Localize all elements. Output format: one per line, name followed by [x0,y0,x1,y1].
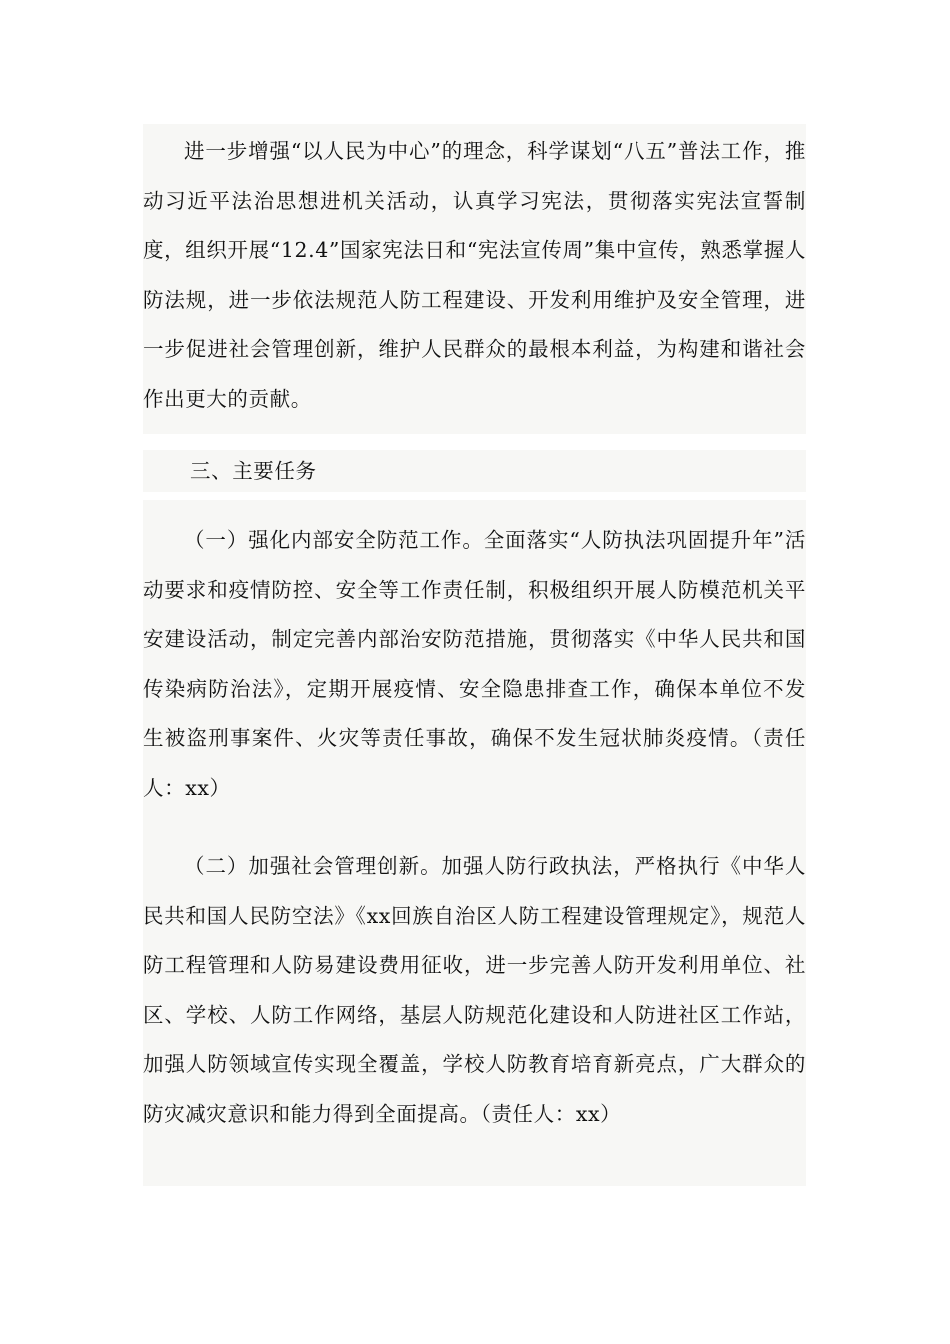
paragraph-principles: 进一步增强“以人民为中心”的理念，科学谋划“八五”普法工作，推动习近平法治思想进机关活动，认真学习宪法，贯彻落实宪法宣誓制度，组织开展“12.4”国家宪法日和“宪法宣传周”集中宣传，熟悉掌握人防法规，进一步依法规范人防工程建设、开发利用维护及安全管理，进一步促进社会管理创新，维护人民群众的最根本利益，为构建和谐社会作出更大的贡献。 [143,139,806,411]
task-two-block [143,826,806,1186]
section-heading: 三、主要任务 [190,459,317,483]
paragraph-task-one: （一）强化内部安全防范工作。全面落实“人防执法巩固提升年”活动要求和疫情防控、安全等工作责任制，积极组织开展人防模范机关平安建设活动，制定完善内部治安防范措施，贯彻落实《中华人民共和国传染病防治法》，定期开展疫情、安全隐患排查工作，确保本单位不发生被盗刑事案件、火灾等责任事故，确保不发生冠状肺炎疫情。（责任人：xx） [143,528,806,800]
body-paragraph-block [143,124,806,434]
section-heading-block [143,450,806,492]
paragraph-task-two: （二）加强社会管理创新。加强人防行政执法，严格执行《中华人民共和国人民防空法》《xx回族自治区人防工程建设管理规定》，规范人防工程管理和人防易建设费用征收，进一步完善人防开发利用单位、社区、学校、人防工作网络，基层人防规范化建设和人防进社区工作站，加强人防领域宣传实现全覆盖，学校人防教育培育新亮点，广大群众的防灾减灾意识和能力得到全面提高。（责任人：xx） [143,854,806,1126]
task-one-block [143,500,806,826]
